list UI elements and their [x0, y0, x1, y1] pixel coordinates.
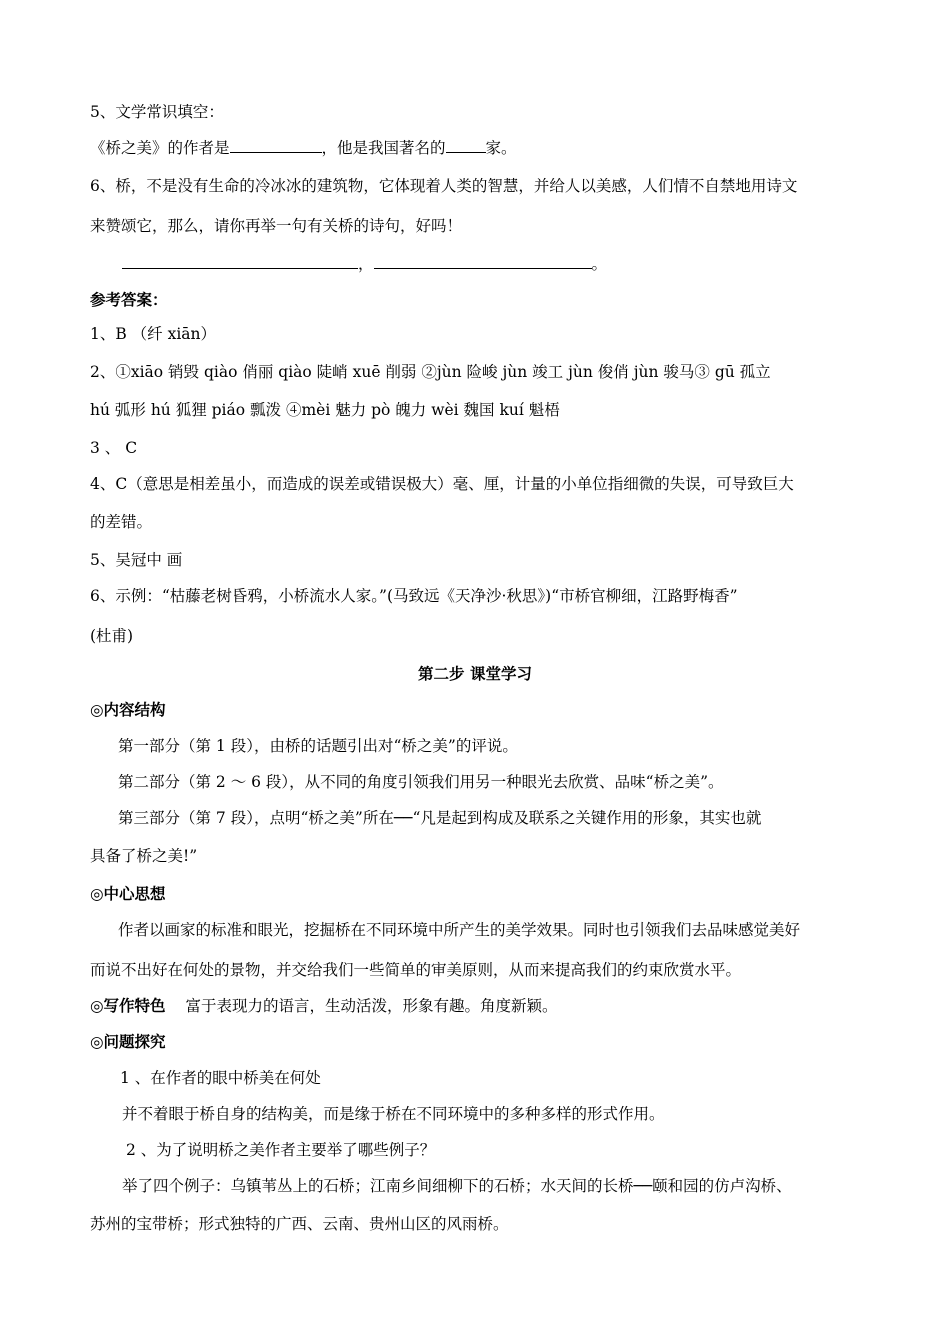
author-blank: [230, 138, 322, 153]
poem-blank-1: [122, 254, 358, 269]
structure-part-3-line1: 第三部分（第 7 段），点明“桥之美”所在──“凡是起到构成及联系之关键作用的形象，其实也就: [118, 809, 762, 827]
question-6-blanks: [122, 254, 607, 274]
theme-heading: ◎中心思想: [90, 884, 166, 903]
inquiry-heading: ◎问题探究: [90, 1032, 166, 1051]
answer-5: 5、吴冠中 画: [90, 551, 183, 569]
answer-2-line1: 2、①xiāo 销毁 qiào 俏丽 qiào 陡峭 xuē 削弱 ②jùn 险峻 jùn 竣工 jùn 俊俏 jùn 骏马③ gū 孤立: [90, 363, 771, 381]
inquiry-2-question: 2 、为了说明桥之美作者主要举了哪些例子？: [126, 1141, 436, 1159]
structure-part-3-line2: 具备了桥之美!”: [90, 847, 198, 865]
answer-4-line1: 4、C（意思是相差虽小，而造成的误差或错误极大）毫、厘，计量的小单位指细微的失误，可导致巨大: [90, 475, 794, 493]
q5-text-a: 《桥之美》的作者是: [90, 139, 230, 157]
poem-blank-2: [374, 254, 592, 269]
answer-2-line2: hú 弧形 hú 狐狸 piáo 瓢泼 ④mèi 魅力 pò 魄力 wèi 魏国 kuí 魁梧: [90, 401, 560, 419]
step-title: 第二步 课堂学习: [418, 664, 532, 683]
answer-4-line2: 的差错。: [90, 513, 153, 531]
structure-part-1: 第一部分（第 1 段），由桥的话题引出对“桥之美”的评说。: [118, 737, 518, 755]
writing-text: 富于表现力的语言，生动活泼，形象有趣。角度新颖。: [185, 997, 558, 1015]
inquiry-2-answer-line1: 举了四个例子：乌镇苇丛上的石桥；江南乡间细柳下的石桥；水天间的长桥──颐和园的仿卢沟桥、: [122, 1177, 792, 1195]
answer-6-line2: (杜甫): [90, 627, 134, 645]
structure-part-2: 第二部分（第 2 ～ 6 段），从不同的角度引领我们用另一种眼光去欣赏、品味“桥之美”。: [118, 773, 724, 791]
question-5-title: 5、文学常识填空：: [90, 103, 224, 121]
q5-text-c: 家。: [485, 139, 517, 157]
theme-line2: 而说不出好在何处的景物，并交给我们一些简单的审美原则，从而来提高我们的约束欣赏水平。: [90, 961, 742, 979]
structure-heading: ◎内容结构: [90, 700, 166, 719]
question-5-text: [90, 138, 517, 158]
answer-1: 1、B （纤 xiān）: [90, 325, 217, 343]
inquiry-1-answer: 并不着眼于桥自身的结构美，而是缘于桥在不同环境中的多种多样的形式作用。: [122, 1105, 665, 1123]
inquiry-2-answer-line2: 苏州的宝带桥；形式独特的广西、云南、贵州山区的风雨桥。: [90, 1215, 509, 1233]
answers-heading: 参考答案：: [90, 290, 168, 309]
inquiry-1-question: 1 、在作者的眼中桥美在何处: [120, 1069, 321, 1087]
profession-blank: [446, 138, 486, 153]
writing-features: [90, 996, 558, 1016]
answer-3: 3 、 C: [90, 439, 138, 457]
question-6-line2: 来赞颂它，那么，请你再举一句有关桥的诗句，好吗！: [90, 217, 463, 235]
question-6-line1: 6、桥，不是没有生命的冷冰冰的建筑物，它体现着人类的智慧，并给人以美感，人们情不自禁地用诗文: [90, 177, 798, 195]
q6-end: 。: [591, 255, 608, 273]
q5-text-b: ，他是我国著名的: [321, 139, 446, 157]
answer-6-line1: 6、示例：“枯藤老树昏鸦，小桥流水人家。”(马致远《天净沙·秋思》)“市桥官柳细，江路野梅香”: [90, 587, 738, 605]
theme-line1: 作者以画家的标准和眼光，挖掘桥在不同环境中所产生的美学效果。同时也引领我们去品味感觉美好: [118, 921, 801, 939]
writing-heading: ◎写作特色: [90, 996, 166, 1015]
q6-sep: ，: [358, 255, 374, 273]
